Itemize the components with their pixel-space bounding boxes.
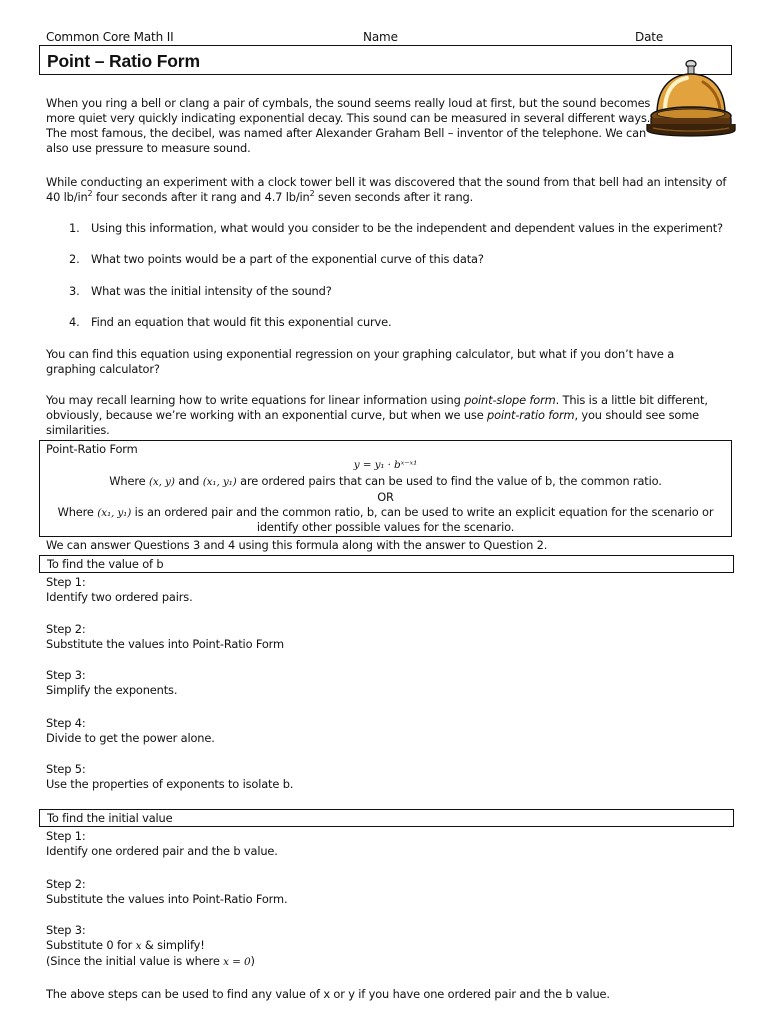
find-initial-heading-box (39, 809, 734, 827)
page-title: Point – Ratio Form (47, 51, 200, 71)
question-item: 2. What two points would be a part of the exponential curve of this data? (69, 252, 484, 266)
step-item: Step 1: Identify two ordered pairs. (46, 575, 193, 604)
recall-paragraph: You may recall learning how to write equations for linear information using point-slope form. This is a little bit different, obviously, because we’re working with an exponential curve, but when we use point-ratio form, you should see some similarities. (46, 393, 708, 437)
question-item: 4. Find an equation that would fit this exponential curve. (69, 315, 392, 329)
intro-paragraph (46, 96, 650, 156)
find-b-heading: To find the value of b (47, 557, 164, 571)
step-item: Step 1: Identify one ordered pair and the b value. (46, 829, 278, 858)
intro-line: more quiet very quickly indicating exponential decay. This sound can be measured in several different ways. (46, 111, 651, 125)
experiment-line: 40 $lb/in^2$ four seconds after it rang and 4.7 $lb/in^2$ seven seconds after it rang. (46, 189, 474, 204)
experiment-paragraph (46, 175, 726, 205)
closing-note: The above steps can be used to find any value of x or y if you have one ordered pair and the b value. (46, 987, 610, 1001)
intro-line: When you ring a bell or clang a pair of cymbals, the sound seems really loud at first, but the sound becomes (46, 96, 651, 110)
formula-where-line: identify other possible values for the scenario. (256, 520, 515, 534)
name-label: Name (363, 30, 398, 44)
question-item: 3. What was the initial intensity of the sound? (69, 284, 332, 298)
experiment-line: While conducting an experiment with a clock tower bell it was discovered that the sound from that bell had an intensity of (46, 175, 727, 189)
step-item: Step 3: Substitute 0 for x & simplify! (Since the initial value is where x = 0) (46, 923, 255, 968)
title-box (39, 45, 732, 75)
intro-line: also use pressure to measure sound. (46, 141, 251, 155)
point-ratio-formula: y = y₁ · bˣ⁻ˣ¹ (353, 459, 418, 471)
find-b-heading-box (39, 555, 734, 573)
formula-box (39, 440, 732, 537)
date-label: Date (635, 30, 664, 44)
intro-line: The most famous, the decibel, was named after Alexander Graham Bell – inventor of the telephone. We can (46, 126, 647, 140)
formula-where-line: Where (x₁, y₁) is an ordered pair and the common ratio, b, can be used to write an explicit equation for the scenario or (57, 505, 714, 519)
formula-or: OR (377, 490, 394, 504)
formula-where-line: Where (x, y) and (x₁, y₁) are ordered pairs that can be used to find the value of b, the common ratio. (109, 474, 662, 488)
bell-illustration-icon (643, 52, 739, 148)
step-item: Step 5: Use the properties of exponents to isolate b. (46, 762, 294, 791)
step-item: Step 4: Divide to get the power alone. (46, 716, 215, 745)
answer-note: We can answer Questions 3 and 4 using this formula along with the answer to Question 2. (46, 538, 548, 552)
find-initial-heading: To find the initial value (47, 811, 173, 825)
step-item: Step 3: Simplify the exponents. (46, 668, 178, 697)
formula-label: Point-Ratio Form (46, 442, 138, 456)
regression-paragraph: You can find this equation using exponential regression on your graphing calculator, but what if you don’t have a graphing calculator? (46, 347, 675, 376)
step-item: Step 2: Substitute the values into Point-Ratio Form (46, 622, 284, 651)
course-name: Common Core Math II (46, 30, 174, 44)
step-item: Step 2: Substitute the values into Point-Ratio Form. (46, 877, 288, 906)
question-item: 1. Using this information, what would you consider to be the independent and dependent values in the experiment? (69, 221, 723, 235)
